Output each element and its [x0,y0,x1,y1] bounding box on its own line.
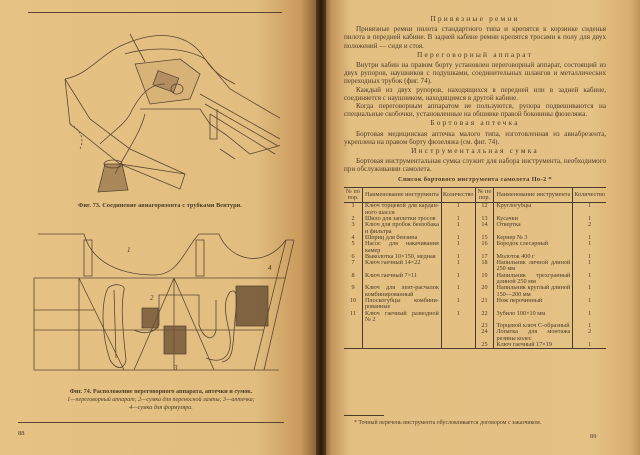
row-number: 11 [344,311,362,324]
paragraph: Бортовая инструментальная сумка служит для набора инструмента, необходимого при обслуживании самолета. [344,157,606,174]
tool-quantity: 1 [588,309,592,317]
table-title: Список бортового инструмента самолета По-2 * [398,175,552,183]
tool-name: Напильник личной длиной 250 мм [494,260,573,273]
top-rule [28,12,282,13]
row-number: 1 [344,203,362,216]
footnote-rule [344,415,384,416]
row-number: 3 [344,222,362,235]
tool-name: Круглогубцы [494,203,573,216]
row-number: 15 [475,235,494,241]
tool-quantity [441,329,475,342]
tool-name: Молоток 400 г [494,254,573,260]
paragraph: Каждый из двух рупоров, находящихся в передней или в задней кабине, соединяется с наушником, находящимся в другой кабине. [344,85,606,102]
header-name: Наименование инструмента [362,187,441,203]
tool-quantity: 1 [588,284,592,292]
tool-quantity: 1 [588,240,592,248]
fig74-label-3: 3 [174,364,178,372]
row-number: 17 [475,254,494,260]
tool-name: Шприц для бензина [362,235,441,241]
tool-quantity: 1 [441,203,475,216]
table-header-row [344,187,606,203]
figure-73-illustration [30,14,280,194]
tool-name [362,342,441,349]
figure-74-legend-line1: 1—переговорный аппарат; 2—сумка для переносной лампы; 3—аптечка; [67,397,255,403]
header-qty: Количество [573,187,606,203]
tool-name: Напильник круглый длиной 150—200 мм [494,285,573,298]
tool-name: Лопатка для монтажа резины колес [494,329,573,342]
figure-74-caption [20,388,302,412]
row-number: 6 [344,254,362,260]
table-row [344,241,606,254]
row-number: 24 [475,329,494,342]
tool-name: Ключ гаечный разводной № 2 [362,311,441,324]
row-number [344,342,362,349]
tool-name: Зубило 100×10 мм [494,311,573,324]
paragraph: Когда переговорным аппаратом не пользуются, рупора подвешиваются на специальные скобочки, установленные на обшивке правой боковины фюзеляжа. [344,102,606,119]
heading-tool-bag: Инструментальная сумка [411,146,539,156]
header-no: № по пор. [475,187,494,203]
row-number: 14 [475,222,494,235]
tool-quantity: 1 [588,233,592,241]
tool-quantity: 1 [441,241,475,254]
tool-quantity: 1 [588,259,592,267]
tool-name: Плоскогубцы комбинированные [362,298,441,311]
tool-name: Торцевой ключ С-образный [494,323,573,329]
row-number: 25 [475,342,494,349]
tool-quantity: 1 [573,342,606,349]
figure-73-caption: Фиг. 73. Соединение авиагоризонта с трубками Вентури. [78,202,242,209]
tool-quantity: 1 [441,222,475,235]
table-row [344,329,606,342]
tool-name: Ключ для лент-расчалок комбинированный [362,285,441,298]
tool-name [362,329,441,342]
right-page-body [344,14,606,349]
tool-quantity: 1 [441,285,475,298]
tool-quantity [441,342,475,349]
paragraph: Бортовая медицинская аптечка малого типа, изготовленная из авиабрезента, укреплена на правом борту фюзеляжа (см. фиг. 74). [344,129,606,146]
tool-name: Ключ гаечный 14×22 [362,260,441,273]
tool-quantity: 2 [588,328,592,336]
tool-name: Напильник трехгранный длиной 250 мм [494,273,573,286]
tool-quantity: 1 [441,311,475,324]
header-name: Наименование инструмента [494,187,573,203]
figure-74-caption-title: Фиг. 74. Расположение переговорного аппарата, аптечки и сумок. [69,388,253,395]
header-no: № по пор. [344,187,362,203]
tool-name: Ключ гаечный 7×11 [362,273,441,286]
tool-quantity: 1 [588,322,592,330]
row-number: 7 [344,260,362,273]
tool-name: Ключ торцевой для карданного шасси [362,203,441,216]
row-number: 20 [475,285,494,298]
heading-first-aid: Бортовая аптечка [430,118,520,128]
footnote: * Точный перечень инструмента обусловливается договором с заказчиком. [354,420,542,426]
tool-name: Насос для накачивания камер [362,241,441,254]
row-number: 13 [475,216,494,222]
row-number: 10 [344,298,362,311]
tool-name: Кусачки [494,216,573,222]
tool-name: Кернер № 3 [494,235,573,241]
tool-quantity: 1 [588,296,592,304]
tool-quantity: 1 [441,254,475,260]
tool-name: Нож перочинный [494,298,573,311]
tool-quantity: 1 [588,215,592,223]
row-number: 23 [475,323,494,329]
page-number-right: 89 [590,433,597,440]
row-number: 12 [475,203,494,216]
paragraph: Внутри кабин на правом борту установлен переговорный аппарат, состоящий из двух рупоров, наушников с подушками, соединительных шлангов и металлических переходных трубок (фиг. 74). [344,61,606,86]
tool-quantity: 1 [588,271,592,279]
row-number: 9 [344,285,362,298]
row-number: 18 [475,260,494,273]
row-number: 22 [475,311,494,324]
fig74-label-4: 4 [268,264,272,272]
row-number: 4 [344,235,362,241]
fig74-label-2: 2 [150,294,154,302]
row-number: 19 [475,273,494,286]
tool-quantity: 1 [588,252,592,260]
heading-intercom: Переговорный аппарат [416,49,534,59]
figure-74-illustration [24,230,296,378]
row-number [344,329,362,342]
tool-name: Отвертка [494,222,573,235]
page-number-left: 88 [18,430,25,437]
paragraph: Привязные ремни пилота стандартного типа и крепятся к корзинке сиденья пилота в передней кабине. В задней кабине ремни крепятся тросами к полу для двух положений — сидя и стоя. [344,25,606,50]
tool-name: Бородок слесарный [494,241,573,254]
tool-name: Выколотка 10×150, медная [362,254,441,260]
bottom-rule [18,422,284,423]
book-spine [316,0,326,455]
tool-name: Шило для заплетки тросов [362,216,441,222]
row-number: 5 [344,241,362,254]
tool-quantity: 2 [588,221,592,229]
row-number: 8 [344,273,362,286]
tool-name: Ключ гаечный 17×19 [494,342,573,349]
right-page [322,0,640,455]
tool-quantity: 1 [441,260,475,273]
table-row [344,260,606,273]
row-number: 16 [475,241,494,254]
tool-quantity: 1 [441,235,475,241]
tool-quantity: 1 [588,202,592,210]
tool-name: Ключ для пробок бензобака и фильтра [362,222,441,235]
row-number: 21 [475,298,494,311]
header-qty: Количество [441,187,475,203]
tool-quantity: 1 [441,273,475,286]
fig74-label-1: 1 [127,246,131,254]
tool-quantity: 1 [441,216,475,222]
row-number: 2 [344,216,362,222]
heading-straps: Привязные ремни [430,14,520,23]
figure-74-legend-line2: 4—сумка для формуляра. [129,405,193,411]
table-row [344,298,606,311]
table-row [344,342,606,349]
tool-quantity: 1 [441,298,475,311]
tool-list-table [344,187,606,349]
